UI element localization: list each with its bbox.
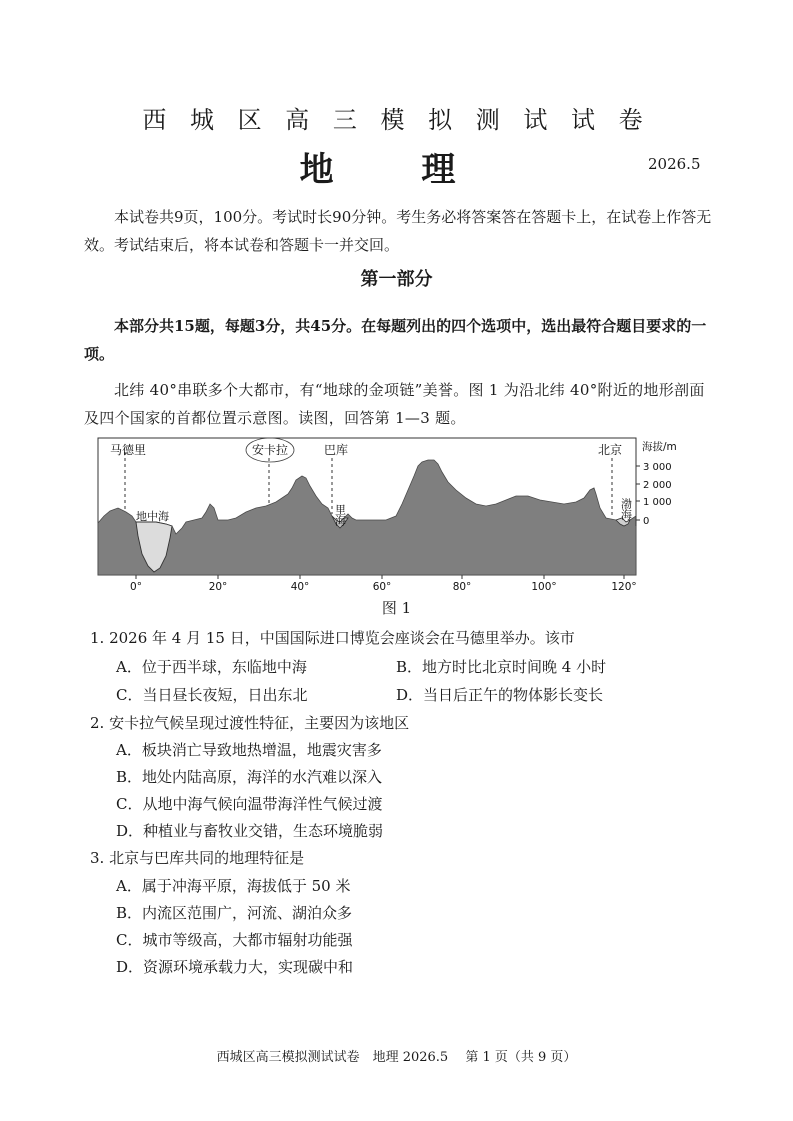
question-3-option-a[interactable]: A．属于冲海平原，海拔低于 50 米: [116, 877, 351, 895]
question-1-option-d[interactable]: D．当日后正午的物体影长变长: [396, 686, 604, 704]
longitude-ticks: [130, 575, 637, 593]
altitude-tick: 3 000: [643, 462, 672, 473]
longitude-tick: 120°: [611, 581, 637, 593]
city-label-ankara: 安卡拉: [252, 443, 289, 457]
question-3-stem: 3. 北京与巴库共同的地理特征是: [90, 849, 305, 867]
question-2-option-a[interactable]: A．板块消亡导致地热增温，地震灾害多: [116, 741, 382, 759]
passage-text: 北纬 40°串联多个大都市，有“地球的金项链”美誉。图 1 为沿北纬 40°附近的地形剖面及四个国家的首都位置示意图。读图，回答第 1—3 题。: [84, 381, 705, 427]
section-intro: [84, 312, 714, 368]
altitude-ticks: [636, 462, 672, 527]
terrain-profile-figure: [96, 436, 696, 596]
city-label-madrid: 马德里: [110, 443, 147, 457]
altitude-axis-title: 海拔/m: [642, 441, 677, 453]
altitude-tick: 2 000: [643, 480, 672, 491]
question-1-option-c[interactable]: C．当日昼长夜短，日出东北: [116, 686, 308, 704]
altitude-tick: 1 000: [643, 497, 672, 508]
figure-caption: 图 1: [381, 599, 412, 617]
sea-label-caspian: 里海: [333, 504, 347, 526]
sea-label-mediterranean: 地中海: [136, 510, 169, 523]
question-1-option-a[interactable]: A．位于西半球，东临地中海: [116, 658, 307, 676]
city-label-beijing: 北京: [598, 443, 623, 457]
exam-title: 西 城 区 高 三 模 拟 测 试 试 卷: [142, 106, 651, 134]
city-label-baku: 巴库: [324, 443, 349, 457]
question-2-stem: 2. 安卡拉气候呈现过渡性特征，主要因为该地区: [90, 714, 410, 732]
reading-passage: [84, 376, 714, 432]
terrain-silhouette: [98, 460, 636, 575]
exam-instructions: [84, 203, 714, 259]
altitude-tick: 0: [643, 516, 650, 527]
longitude-tick: 60°: [372, 581, 392, 593]
question-3-option-c[interactable]: C．城市等级高，大都市辐射功能强: [116, 931, 353, 949]
question-2-option-b[interactable]: B．地处内陆高原，海洋的水汽难以深入: [116, 768, 383, 786]
sea-label-bohai: 渤海: [619, 498, 633, 520]
question-1-option-b[interactable]: B．地方时比北京时间晚 4 小时: [396, 658, 607, 676]
longitude-tick: 40°: [290, 581, 310, 593]
longitude-tick: 100°: [531, 581, 557, 593]
longitude-tick: 80°: [452, 581, 472, 593]
exam-date: 2026.5: [648, 155, 701, 173]
instructions-text: 本试卷共9页，100分。考试时长90分钟。考生务必将答案答在答题卡上，在试卷上作答无效。考试结束后，将本试卷和答题卡一并交回。: [84, 208, 712, 254]
question-3-option-b[interactable]: B．内流区范围广，河流、湖泊众多: [116, 904, 353, 922]
subject-title: 地 理: [299, 150, 494, 190]
section-intro-text: 本部分共15题，每题3分，共45分。在每题列出的四个选项中，选出最符合题目要求的一项。: [84, 317, 707, 363]
question-1-stem: 1. 2026 年 4 月 15 日，中国国际进口博览会座谈会在马德里举办。该市: [90, 629, 575, 647]
page-footer: 西城区高三模拟测试试卷 地理 2026.5 第 1 页（共 9 页）: [216, 1050, 577, 1065]
section-title: 第一部分: [360, 269, 433, 290]
question-2-option-c[interactable]: C．从地中海气候向温带海洋性气候过渡: [116, 795, 383, 813]
longitude-tick: 0°: [130, 581, 142, 593]
question-2-option-d[interactable]: D．种植业与畜牧业交错，生态环境脆弱: [116, 822, 384, 840]
longitude-tick: 20°: [208, 581, 228, 593]
question-3-option-d[interactable]: D．资源环境承载力大，实现碳中和: [116, 958, 354, 976]
